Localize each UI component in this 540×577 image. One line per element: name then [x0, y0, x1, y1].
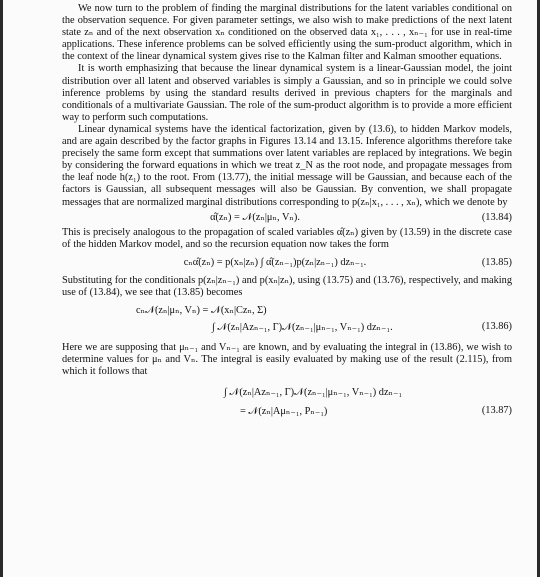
equation-13-87: [62, 383, 512, 420]
equation-13-86: [62, 302, 512, 336]
paragraph-factorization: Linear dynamical systems have the identical factorization, given by (13.6), to hidden Markov models, and are again described by the factor graphs in Figures 13.14 and 13.15. Inference algorithms therefore take precisely the same form except that summations over latent variables are replaced by integrations. We begin by considering the forward equations in which we treat z_N as the root node, and propagate messages from the leaf node h(z₁) to the root. From (13.77), the initial message will be Gaussian, and because each of the factors is Gaussian, all subsequent messages will also be Gaussian. By convention, we shall propagate messages that are normalized marginal distributions corresponding to p(zₙ|x₁, . . . , xₙ), which we denote by: [62, 123, 512, 208]
equation-13-84-body: α̂(zₙ) = 𝒩(zₙ|μₙ, Vₙ).: [210, 211, 300, 223]
paragraph-marginal-distributions: We now turn to the problem of finding the marginal distributions for the latent variables conditional on the observation sequence. For given parameter settings, we also wish to make predictions of the next latent state zₙ and of the next observation xₙ conditioned on the observed data x₁, . . . , xₙ₋₁ for use in real-time applications. These inference problems can be solved efficiently using the sum-product algorithm, which in the context of the linear dynamical system gives rise to the Kalman filter and Kalman smoother equations.: [62, 3, 512, 63]
equation-13-86-lines: [62, 302, 448, 336]
equation-13-86-line-2: ∫ 𝒩(zₙ|Azₙ₋₁, Γ)𝒩(zₙ₋₁|μₙ₋₁, Vₙ₋₁) dzₙ₋₁.: [212, 321, 393, 333]
paragraph-supposing: Here we are supposing that μₙ₋₁ and Vₙ₋₁ are known, and by evaluating the integral in (13.86), we wish to determine values for μₙ and Vₙ. The integral is easily evaluated by making use of the result (2.115), from which it follows that: [62, 342, 512, 378]
paragraph-substituting: Substituting for the conditionals p(zₙ|zₙ₋₁) and p(xₙ|zₙ), using (13.75) and (13.76), respectively, and making use of (13.84), we see that (13.85) becomes: [62, 274, 512, 299]
equation-13-86-line-1: cₙ𝒩(zₙ|μₙ, Vₙ) = 𝒩(xₙ|Czₙ, Σ): [136, 304, 267, 316]
paragraph-scaled-variables: This is precisely analogous to the propagation of scaled variables α̂(zₙ) given by (13.59) in the discrete case of the hidden Markov model, and so the recursion equation now takes the form: [62, 226, 512, 250]
equation-13-86-number: (13.86): [481, 321, 512, 333]
equation-13-84: [62, 212, 512, 224]
equation-13-87-line-1: ∫ 𝒩(zₙ|Azₙ₋₁, Γ)𝒩(zₙ₋₁|μₙ₋₁, Vₙ₋₁) dzₙ₋₁: [224, 387, 403, 399]
equation-13-87-line-2: = 𝒩(zₙ|Aμₙ₋₁, Pₙ₋₁): [240, 405, 328, 417]
equation-13-85-number: (13.85): [481, 256, 512, 268]
equation-13-85: [62, 257, 512, 269]
equation-13-85-body: cₙα̂(zₙ) = p(xₙ|zₙ) ∫ α̂(zₙ₋₁)p(zₙ|zₙ₋₁) dzₙ₋₁.: [183, 256, 367, 268]
equation-13-84-number: (13.84): [481, 211, 512, 223]
window-border-left: [0, 0, 3, 577]
equation-13-87-number: (13.87): [481, 405, 512, 417]
text-column: [62, 3, 512, 423]
paragraph-linear-gaussian: It is worth emphasizing that because the linear dynamical system is a linear-Gaussian model, the joint distribution over all latent and observed variables is simply a Gaussian, and so in principle we could solve inference problems by using the standard results derived in previous chapters for the marginals and conditionals of a multivariate Gaussian. The role of the sum-product algorithm is to provide a more efficient way to perform such computations.: [62, 63, 512, 123]
equation-13-87-lines: [62, 383, 448, 420]
